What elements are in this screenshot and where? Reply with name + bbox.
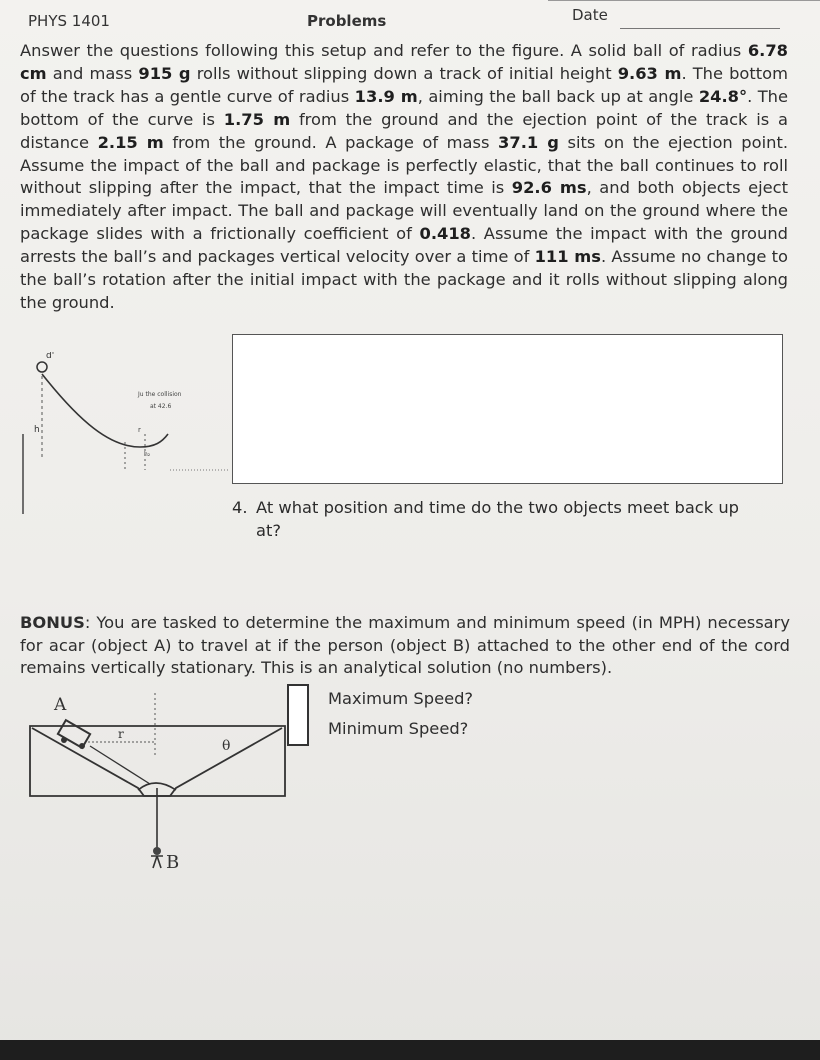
given-value: 24.8° — [698, 86, 748, 106]
problem-text-run: , and both objects eject immediately after impact. The ball and package will eventually land on the ground where the package slides with a frictionally coefficient of — [20, 178, 788, 244]
person-head — [153, 847, 161, 855]
min-speed-question: Minimum Speed? — [328, 719, 469, 738]
fig1-note-1: Ju the collision — [138, 391, 182, 398]
question-4-number: 4. — [232, 498, 248, 517]
fig2-label-theta: θ — [222, 738, 231, 754]
track-figure — [20, 352, 230, 522]
bonus-statement — [20, 612, 790, 680]
problem-text-run: rolls without slipping down a track of initial height — [190, 63, 618, 83]
problem-statement — [20, 40, 788, 315]
fig1-label-r: r — [138, 426, 141, 434]
page-bottom-shadow — [0, 1040, 820, 1060]
fig2-label-b: B — [166, 852, 180, 873]
given-value: 915 g — [138, 63, 191, 83]
max-speed-question: Maximum Speed? — [328, 689, 474, 708]
problem-text-run: . Assume no change to the ball’s rotation after the initial impact with the package and it rolls without slipping along the ground. — [20, 247, 789, 312]
fig1-label-top: d' — [46, 352, 55, 361]
given-value: 6.78 cm — [20, 41, 788, 83]
platform-outline — [30, 726, 285, 796]
given-value: 9.63 m — [617, 63, 682, 83]
problem-text-run: Answer the questions following this setup and refer to the figure. A solid ball of radius — [20, 41, 748, 60]
redacted-box-small — [287, 684, 309, 746]
date-blank-line — [620, 28, 780, 29]
given-value: 0.418 — [419, 224, 471, 244]
car-icon — [58, 720, 90, 748]
problem-text-run: and mass — [46, 63, 139, 83]
question-4-line1: At what position and time do the two objects meet back up — [256, 498, 740, 517]
bonus-label: BONUS — [20, 613, 85, 632]
given-value: 2.15 m — [97, 132, 164, 152]
given-value: 92.6 ms — [511, 178, 587, 198]
problem-text-run: from the ground and the ejection point of the track is a distance — [20, 109, 789, 152]
problem-text-run: from the ground. A package of mass — [163, 132, 499, 152]
date-label: Date — [572, 6, 608, 24]
question-4-line2: at? — [256, 521, 282, 540]
car-wheel-2 — [79, 743, 85, 749]
fig2-label-a: A — [54, 695, 67, 715]
track-curve — [42, 374, 168, 447]
problem-text-run: sits on the ejection point. Assume the impact of the ball and package is perfectly elastic, that the ball continues to roll without slipping after the impact, that the impact time is — [20, 132, 788, 198]
course-code: PHYS 1401 — [28, 12, 110, 30]
problem-text-run: . The bottom of the track has a gentle curve of radius — [20, 63, 788, 106]
page-title: Problems — [307, 12, 387, 30]
person-icon — [151, 856, 163, 868]
given-value: 37.1 g — [498, 132, 559, 152]
problem-text-run: . The bottom of the curve is — [20, 86, 789, 129]
given-value: 1.75 m — [223, 109, 291, 129]
problem-text-run: , aiming the ball back up at angle — [417, 86, 699, 106]
fig1-label-h: h — [34, 425, 40, 435]
fig1-note-2: at 42.6 — [150, 403, 172, 410]
car-wheel-1 — [61, 737, 67, 743]
given-value: 13.9 m — [354, 86, 418, 106]
top-rule-line — [548, 0, 820, 1]
problem-text-run: . Assume the impact with the ground arrests the ball’s and packages vertical velocity over a time of — [20, 224, 788, 267]
fig2-label-r: r — [118, 727, 124, 741]
question-4 — [232, 496, 792, 542]
given-value: 111 ms — [534, 247, 601, 267]
ball-icon — [37, 362, 47, 372]
car-cord-figure — [20, 688, 310, 888]
funnel-track — [32, 728, 282, 796]
bonus-text: : You are tasked to determine the maximum and minimum speed (in MPH) necessary for acar (object A) to travel at if the person (object B) attached to the other end of the cord remains vertically stationary. This is an analytical solution (no numbers). — [20, 613, 790, 677]
fig1-label-h2: h₂ — [144, 451, 151, 458]
redacted-region — [232, 334, 783, 484]
